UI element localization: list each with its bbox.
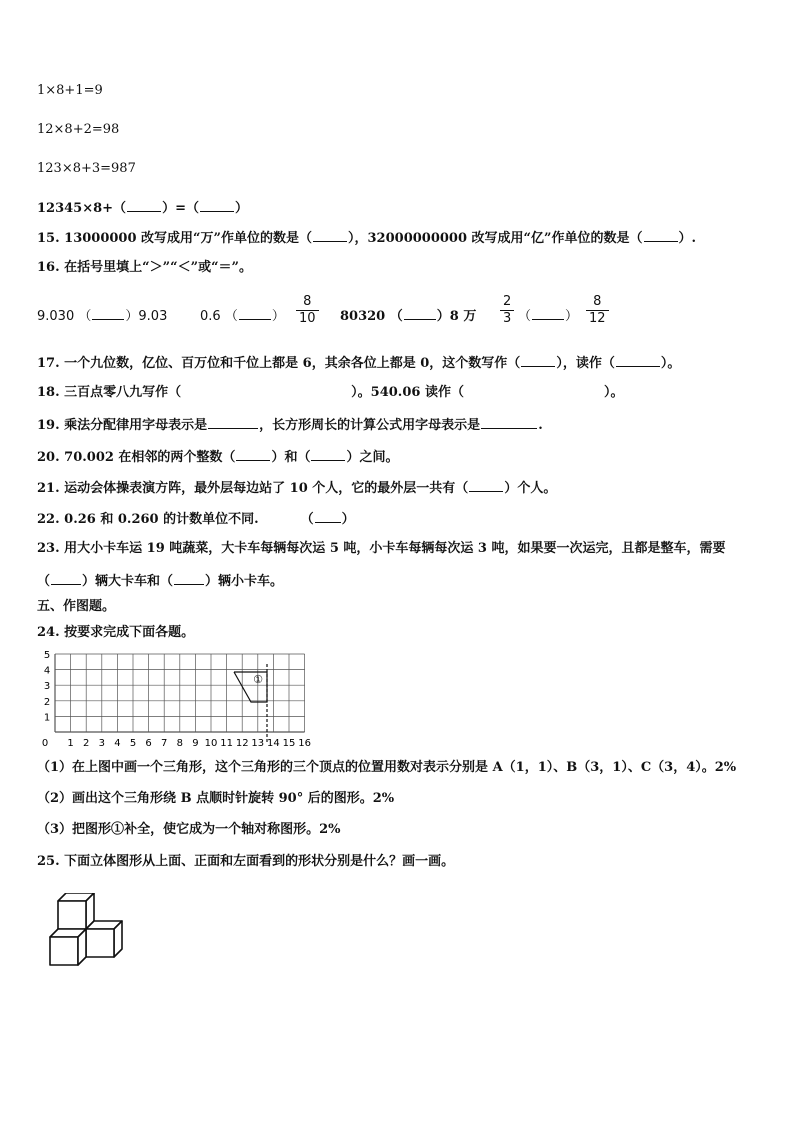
question-24: 24. 按要求完成下面各题。	[37, 625, 195, 640]
x-tick-label: 9	[192, 738, 199, 749]
question-19: 19. 乘法分配律用字母表示是 ，长方形周长的计算公式用字母表示是 .	[37, 415, 543, 435]
x-tick-label: 2	[83, 738, 90, 749]
cube-front-face	[50, 937, 78, 965]
answer-blank[interactable]	[313, 228, 347, 242]
answer-blank[interactable]	[521, 353, 555, 367]
answer-blank[interactable]	[200, 198, 234, 212]
question-22: 22. 0.26 和 0.260 的计数单位不同. （ ）	[37, 509, 355, 529]
x-tick-label: 6	[145, 738, 152, 749]
y-tick-label: 2	[43, 696, 51, 708]
x-tick-label: 1	[67, 738, 74, 749]
question-23-line-2: （ ）辆大卡车和（ ）辆小卡车。	[37, 571, 283, 591]
y-tick-label: 4	[43, 665, 51, 677]
answer-blank[interactable]	[92, 306, 124, 320]
question-15: 15. 13000000 改写成用“万”作单位的数是（ ），32000000000 改写成用“亿”作单位的数是（ ）.	[37, 228, 696, 248]
fraction-2-3: $\frac{2}{3}$	[500, 294, 514, 327]
cube-front-face	[58, 901, 86, 929]
answer-blank[interactable]	[404, 306, 436, 320]
answer-blank[interactable]	[208, 415, 258, 429]
fraction-8-10: $\frac{8}{10}$	[296, 294, 319, 327]
y-tick-label: 3	[43, 681, 51, 693]
x-tick-label: 12	[235, 738, 249, 749]
question-18: 18. 三百点零八九写作（ ）。540.06 读作（ ）。	[37, 385, 624, 400]
grid-labels	[42, 650, 311, 749]
pattern-line-1: 1×8+1=9	[37, 83, 103, 98]
x-tick-label: 3	[98, 738, 105, 749]
circled-one-icon: ①	[111, 822, 125, 837]
section-title: 五、作图题。	[37, 599, 116, 614]
y-tick-label: 1	[43, 712, 51, 724]
question-24-sub-2: （2）画出这个三角形绕 B 点顺时针旋转 90° 后的图形。2%	[37, 791, 395, 806]
coordinate-grid[interactable]	[37, 648, 327, 752]
cube-front-face	[86, 929, 114, 957]
cube-stack-figure	[44, 893, 134, 973]
question-25: 25. 下面立体图形从上面、正面和左面看到的形状分别是什么？画一画。	[37, 854, 455, 869]
fraction-8-12: $\frac{8}{12}$	[586, 294, 609, 327]
answer-blank[interactable]	[311, 447, 345, 461]
x-tick-label: 10	[204, 738, 218, 749]
answer-blank[interactable]	[127, 198, 161, 212]
x-tick-label: 0	[41, 738, 49, 749]
x-tick-label: 5	[129, 738, 137, 749]
answer-blank[interactable]	[239, 306, 271, 320]
pattern-line-2: 12×8+2=98	[37, 122, 120, 137]
answer-blank[interactable]	[236, 447, 270, 461]
x-tick-label: 13	[251, 738, 265, 749]
x-tick-label: 14	[267, 738, 280, 749]
trapezoid-shape-1	[234, 664, 267, 742]
y-tick-label: 5	[43, 650, 51, 661]
answer-blank[interactable]	[315, 509, 341, 523]
question-21: 21. 运动会体操表演方阵，最外层每边站了 10 个人，它的最外层一共有（ ）个人。	[37, 478, 556, 498]
question-20: 20. 70.002 在相邻的两个整数（ ）和（ ）之间。	[37, 447, 398, 467]
x-tick-label: 16	[298, 738, 311, 749]
question-23: 23. 用大小卡车运 19 吨蔬菜，大卡车每辆每次运 5 吨，小卡车每辆每次运 3 吨，如果要一次运完，且都是整车，需要	[37, 541, 726, 556]
comparison-row	[37, 292, 757, 336]
x-tick-label: 8	[176, 738, 183, 749]
comparison-2: 0.6 （ ）	[200, 305, 285, 324]
shape-label: ①	[253, 673, 263, 686]
comparison-3: 80320 （ ）8 万	[340, 305, 476, 324]
x-tick-label: 15	[282, 738, 296, 749]
question-16: 16. 在括号里填上“＞”“＜”或“＝”。	[37, 260, 253, 275]
x-tick-label: 11	[220, 738, 233, 749]
comparison-1: 9.030 （ ）9.03	[37, 305, 167, 324]
question-17: 17. 一个九位数，亿位、百万位和千位上都是 6，其余各位上都是 0，这个数写作（ ），读作（ ）。	[37, 353, 680, 373]
pattern-line-3: 123×8+3=987	[37, 161, 136, 176]
answer-blank[interactable]	[174, 571, 204, 585]
question-24-sub-1: （1）在上图中画一个三角形，这个三角形的三个顶点的位置用数对表示分别是 A（1，1）、B（3，1）、C（3，4）。2%	[37, 760, 737, 775]
question-24-sub-3: （3）把图形①补全，使它成为一个轴对称图形。2%	[37, 822, 341, 837]
pattern-line-4: 12345×8+（ ）=（ ）	[37, 198, 248, 218]
answer-blank[interactable]	[532, 306, 564, 320]
answer-blank[interactable]	[51, 571, 81, 585]
answer-blank[interactable]	[481, 415, 537, 429]
x-tick-label: 4	[114, 738, 121, 749]
answer-blank[interactable]	[616, 353, 660, 367]
x-tick-label: 7	[161, 738, 168, 749]
answer-blank[interactable]	[644, 228, 678, 242]
comparison-4: （ ）	[518, 305, 578, 324]
answer-blank[interactable]	[469, 478, 503, 492]
